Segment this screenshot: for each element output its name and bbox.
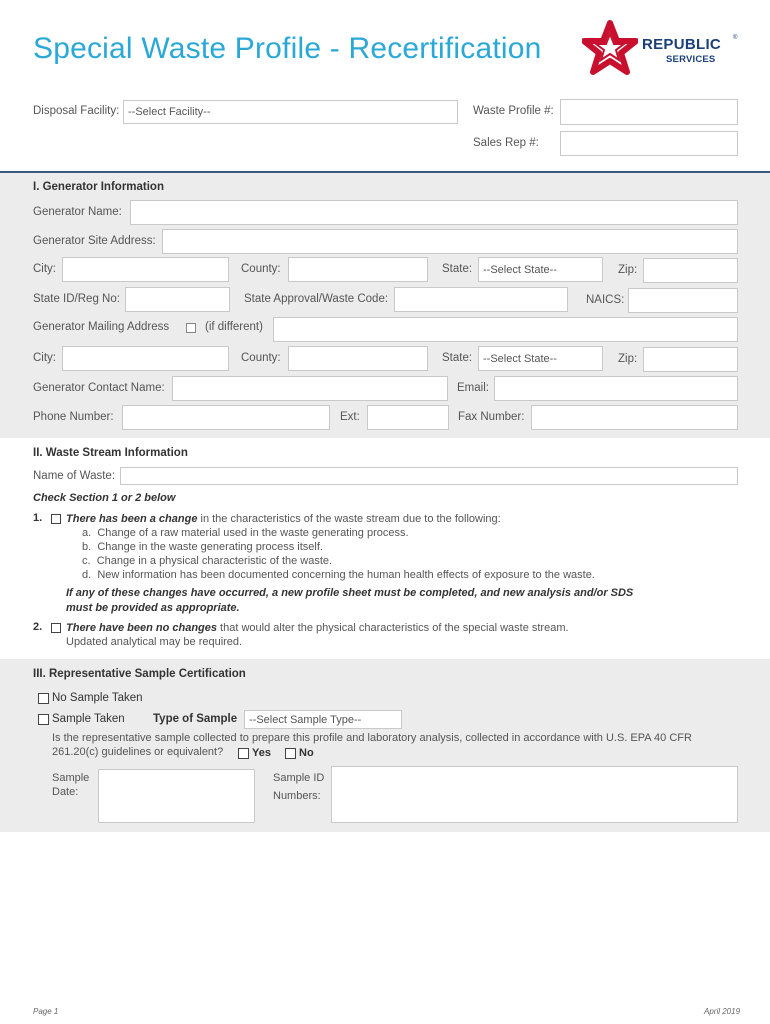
mailing-state-label: State:	[442, 352, 473, 364]
logo-republic-text: REPUBLIC	[642, 36, 722, 53]
zip-label: Zip:	[618, 264, 638, 276]
email-label: Email:	[457, 382, 489, 394]
mailing-zip-input[interactable]	[643, 347, 738, 372]
mailing-address-label: Generator Mailing Address	[33, 321, 170, 333]
state-approval-label: State Approval/Waste Code:	[244, 293, 389, 305]
subitem-c: c. Change in a physical characteristic of the waste.	[82, 555, 333, 567]
mailing-county-input[interactable]	[288, 346, 428, 371]
contact-name-input[interactable]	[172, 376, 448, 401]
footer-date: April 2019	[704, 1007, 741, 1016]
subitem-b: b. Change in the waste generating process itself.	[82, 541, 323, 553]
sample-id-label-line-2: Numbers:	[273, 790, 321, 802]
section-1-header: I. Generator Information	[33, 181, 164, 193]
item-2-text	[66, 622, 569, 634]
county-label: County:	[241, 263, 281, 275]
state-approval-input[interactable]	[394, 287, 568, 312]
no-label: No	[299, 747, 314, 759]
question-line-1: Is the representative sample collected to prepare this profile and laboratory analysis, collected in accordance with U.S. EPA 40 CFR	[52, 732, 692, 744]
item-2-bold: There have been no changes	[66, 622, 217, 634]
sample-taken-checkbox[interactable]	[38, 714, 49, 725]
star-logo-icon	[582, 20, 638, 76]
city-input[interactable]	[62, 257, 229, 282]
sample-id-input[interactable]	[331, 766, 738, 823]
check-instruction: Check Section 1 or 2 below	[33, 492, 176, 504]
name-of-waste-label: Name of Waste:	[33, 470, 116, 482]
footer-page-number: Page 1	[33, 1007, 59, 1016]
if-different-label: (if different)	[205, 321, 263, 333]
item-2-line-2: Updated analytical may be required.	[66, 636, 243, 648]
subitem-a: a. Change of a raw material used in the waste generating process.	[82, 527, 409, 539]
zip-input[interactable]	[643, 258, 738, 283]
mailing-address-input[interactable]	[273, 317, 738, 342]
item-2-number: 2.	[33, 621, 43, 633]
fax-label: Fax Number:	[458, 411, 525, 423]
phone-label: Phone Number:	[33, 411, 114, 423]
sample-date-label-line-2: Date:	[52, 786, 79, 798]
section-3-header: III. Representative Sample Certification	[33, 668, 246, 680]
email-input[interactable]	[494, 376, 738, 401]
city-label: City:	[33, 263, 56, 275]
naics-input[interactable]	[628, 288, 738, 313]
generator-name-label: Generator Name:	[33, 206, 122, 218]
no-sample-checkbox[interactable]	[38, 693, 49, 704]
logo-reg-mark: ®	[733, 35, 738, 41]
item-1-number: 1.	[33, 512, 43, 524]
item-1-text	[66, 513, 501, 525]
sample-taken-label: Sample Taken	[52, 713, 125, 725]
fax-input[interactable]	[531, 405, 738, 430]
mailing-city-input[interactable]	[62, 346, 229, 371]
page-title: Special Waste Profile - Recertification	[33, 32, 542, 65]
disposal-facility-label: Disposal Facility:	[33, 105, 120, 117]
county-input[interactable]	[288, 257, 428, 282]
disposal-facility-select[interactable]: --Select Facility--	[123, 100, 458, 124]
type-of-sample-label: Type of Sample	[153, 713, 238, 725]
state-label: State:	[442, 263, 473, 275]
item-2-checkbox[interactable]	[51, 623, 61, 633]
state-select[interactable]: --Select State--	[478, 257, 603, 282]
question-line-2: 261.20(c) guidelines or equivalent?	[52, 746, 224, 758]
name-of-waste-input[interactable]	[120, 467, 738, 485]
section-2-header: II. Waste Stream Information	[33, 447, 188, 459]
no-sample-label: No Sample Taken	[52, 692, 143, 704]
subitem-d: d. New information has been documented concerning the human health effects of exposure to the waste.	[82, 569, 595, 581]
yes-label: Yes	[252, 747, 271, 759]
logo-services-text: SERVICES	[666, 54, 716, 65]
item-1-rest: in the characteristics of the waste stream due to the following:	[197, 513, 501, 525]
republic-services-logo	[582, 20, 742, 78]
sample-date-label-line-1: Sample	[52, 772, 90, 784]
phone-input[interactable]	[122, 405, 330, 430]
mailing-address-checkbox[interactable]	[186, 323, 196, 333]
warning-line-1: If any of these changes have occurred, a new profile sheet must be completed, and new analysis and/or SDS	[66, 587, 634, 599]
yes-checkbox[interactable]	[238, 748, 249, 759]
waste-profile-label: Waste Profile #:	[473, 105, 554, 117]
mailing-county-label: County:	[241, 352, 281, 364]
contact-name-label: Generator Contact Name:	[33, 382, 165, 394]
site-address-input[interactable]	[162, 229, 738, 254]
mailing-state-select[interactable]: --Select State--	[478, 346, 603, 371]
site-address-label: Generator Site Address:	[33, 235, 156, 247]
naics-label: NAICS:	[586, 294, 625, 306]
item-1-bold: There has been a change	[66, 513, 198, 525]
sales-rep-input[interactable]	[560, 131, 738, 156]
no-checkbox[interactable]	[285, 748, 296, 759]
sample-date-input[interactable]	[98, 769, 255, 823]
ext-label: Ext:	[340, 411, 360, 423]
item-1-checkbox[interactable]	[51, 514, 61, 524]
waste-profile-input[interactable]	[560, 99, 738, 125]
sample-id-label-line-1: Sample ID	[273, 772, 325, 784]
warning-line-2: must be provided as appropriate.	[66, 602, 240, 614]
sample-type-select[interactable]: --Select Sample Type--	[244, 710, 402, 729]
sales-rep-label: Sales Rep #:	[473, 137, 539, 149]
mailing-city-label: City:	[33, 352, 56, 364]
item-2-rest: that would alter the physical characteristics of the special waste stream.	[217, 622, 569, 634]
state-id-input[interactable]	[125, 287, 230, 312]
state-id-label: State ID/Reg No:	[33, 293, 120, 305]
generator-name-input[interactable]	[130, 200, 738, 225]
mailing-zip-label: Zip:	[618, 353, 638, 365]
ext-input[interactable]	[367, 405, 449, 430]
